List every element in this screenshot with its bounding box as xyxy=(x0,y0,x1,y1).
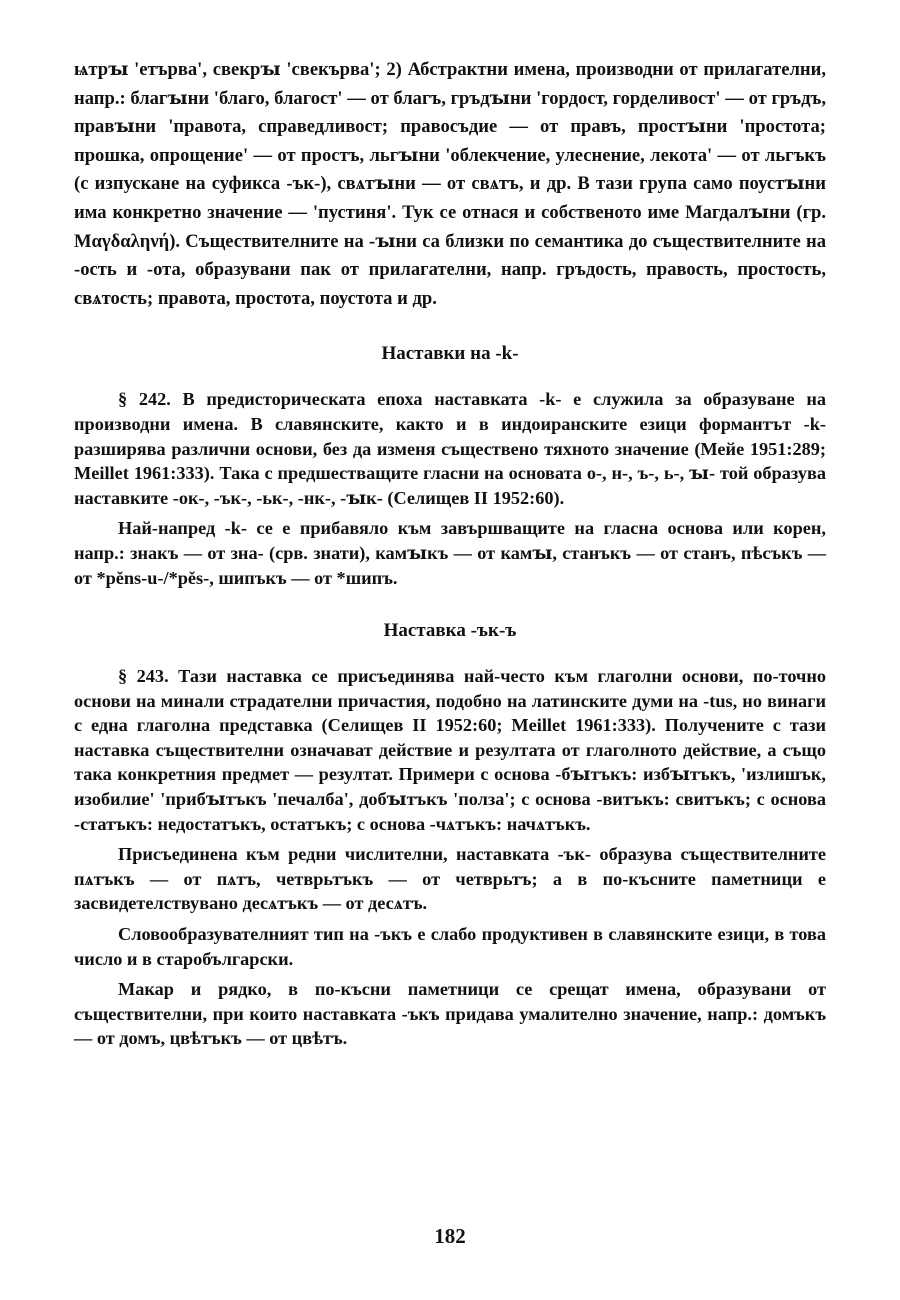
intro-section xyxy=(74,56,826,313)
paragraph-243: § 243. Тази наставка се присъединява най-често към глаголни основи, по-точно основи на минали страдателни причастия, подобно на латинските думи на -tus, но винаги с една глаголна представка (Селищев II 1952:60; Meillet 1961:333). Получените с тази наставка съществителни означават действие и резултата от глаголното действие, а също така конкретния предмет — резултат. Примери с основа -бꙑтъкъ: избꙑтъкъ, 'излишък, изобилие' 'прибꙑтъкъ 'печалба', добꙑтъкъ 'полза'; с основа -витъкъ: свитъкъ; с основа -статъкъ: недостатъкъ, остатъкъ; с основа -чѧтъкъ: начѧтъкъ. xyxy=(74,666,826,834)
paragraph-ordinals: Присъединена към редни числителни, наставката -ък- образува съществителните пѧтъкъ — от пѧтъ, четврьтъкъ — от четврьтъ; а в по-късните паметници е засвидетелствувано десѧтъкъ — от десѧтъ. xyxy=(74,844,826,914)
page-number: 182 xyxy=(434,1224,466,1248)
text-column xyxy=(74,56,826,1051)
section-k-heading: Наставки на -k- xyxy=(381,343,519,365)
paragraph-diminutive: Макар и рядко, в по-късни паметници се срещат имена, образувани от съществителни, при които наставката -ъкъ придава умалително значение, напр.: домъкъ — от домъ, цвѣтъкъ — от цвѣтъ. xyxy=(74,979,826,1049)
paragraph-242: § 242. В предисторическата епоха наставката -k- е служила за образуване на производни имена. В славянските, както и в индоиранските езици формантът -k- разширява различни основи, без да изменя съществено тяхното значение (Мейе 1951:289; Meillet 1961:333). Така с предшестващите гласни на основата о-, н-, ъ-, ь-, ꙑ- той образува наставките -ок-, -ък-, -ьк-, -нк-, -ꙑк- (Селищев II 1952:60). xyxy=(74,389,826,508)
paragraph-productivity: Словообразувателният тип на -ъкъ е слабо продуктивен в славянските езици, в това число и в старобългарски. xyxy=(74,924,826,969)
section-uk xyxy=(74,620,826,1051)
intro-paragraph: ѩтрꙑ 'етърва', свекрꙑ 'свекърва'; 2) Абстрактни имена, производни от прилагателни, напр.: благꙑни 'благо, благост' — от благъ, гръдꙑни 'гордост, горделивост' — от гръдъ, правꙑни 'правота, справедливост; правосъдие — от правъ, простꙑни 'простота; прошка, опрощение' — от простъ, льгꙑни 'облекчение, улеснение, лекота' — от льгъкъ (с изпускане на суфикса -ък-), свѧтꙑни — от свѧтъ, и др. В тази група само поустꙑни има конкретно значение — 'пустиня'. Тук се отнася и собственото име Магдалꙑни (гр. Μαγδαληνή). Съществителните на -ꙑни са близки по семантика до съществителните на -ость и -ота, образувани пак от прилагателни, напр. гръдость, правость, простость, свѧтость; правота, простота, поустота и др. xyxy=(74,59,826,309)
paragraph-k-examples: Най-напред -k- се е прибавяло към завършващите на гласна основа или корен, напр.: знакъ — от зна- (срв. знати), камꙑкъ — от камꙑ, станъкъ — от станъ, пѣсъкъ — от *pěns-u-/*pěs-, шипъкъ — от *шипъ. xyxy=(74,518,826,588)
section-uk-heading: Наставка -ък-ъ xyxy=(383,620,517,642)
section-k xyxy=(74,343,826,590)
